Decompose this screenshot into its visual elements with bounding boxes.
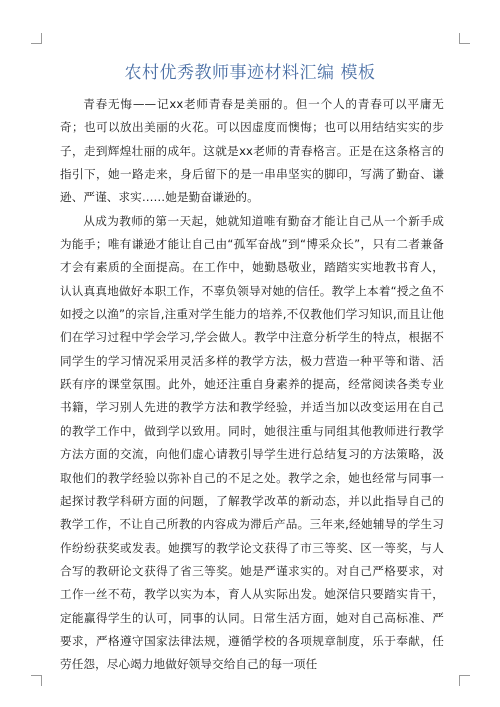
document-title: 农村优秀教师事迹材料汇编 模板 — [124, 63, 376, 83]
paragraph: 青春无悔——记xx老师青春是美丽的。但一个人的青春可以平庸无奇；也可以放出美丽的火花。可以因虚度而懊悔；也可以用结结实实的步子，走到辉煌壮丽的成年。这就是xx老师的青春格言。正是在这条格言的指引下，她一路走来，身后留下的是一串串坚实的脚印，写满了勤奋、谦逊、严谨、求实……她是勤奋谦逊的。 — [60, 97, 444, 205]
document-body — [60, 93, 444, 677]
paragraph: 从成为教师的第一天起，她就知道唯有勤奋才能让自己从一个新手成为能手；唯有谦逊才能让自己由“孤军奋战”到“博采众长”，只有二者兼备才会有素质的全面提高。在工作中，她勤恳敬业，踏踏实实地教书育人，认认真真地做好本职工作，不辜负领导对她的信任。教学上本着“授之鱼不如授之以渔”的宗旨,注重对学生能力的培养,不仅教他们学习知识,而且让他们在学习过程中学会学习,学会做人。教学中注意分析学生的特点，根据不同学生的学习情况采用灵活多样的教学方法，极力营造一种平等和谐、活跃有序的课堂氛围。此外，她还注重自身素养的提高，经常阅读各类专业书籍，学习别人先进的教学方法和教学经验，并适当加以改变运用在自己的教学工作中，做到学以致用。同时，她很注重与同组其他教师进行教学方法方面的交流，向他们虚心请教引导学生进行总结复习的方法策略，汲取他们的教学经验以弥补自己的不足之处。教学之余，她也经常与同事一起探讨教学科研方面的问题，了解教学改革的新动态，并以此指导自己的教学工作，不让自己所教的内容成为滞后产品。三年来,经她辅导的学生习作纷纷获奖或发表。她撰写的教学论文获得了市三等奖、区一等奖，与人合写的教研论文获得了省三等奖。她是严谨求实的。对自己严格要求，对工作一丝不苟，教学以实为本，育人从实际出发。她深信只要踏实肯干，定能赢得学生的认可，同事的认同。日常生活方面，她对自己高标准、严要求，严格遵守国家法律法规，遵循学校的各项规章制度，乐于奉献，任劳任怨，尽心竭力地做好领导交给自己的每一项任 — [60, 213, 444, 672]
crop-mark-top-right — [459, 33, 470, 44]
crop-mark-bottom-left — [31, 675, 42, 686]
crop-mark-top-left — [31, 33, 42, 44]
crop-mark-bottom-right — [459, 675, 470, 686]
